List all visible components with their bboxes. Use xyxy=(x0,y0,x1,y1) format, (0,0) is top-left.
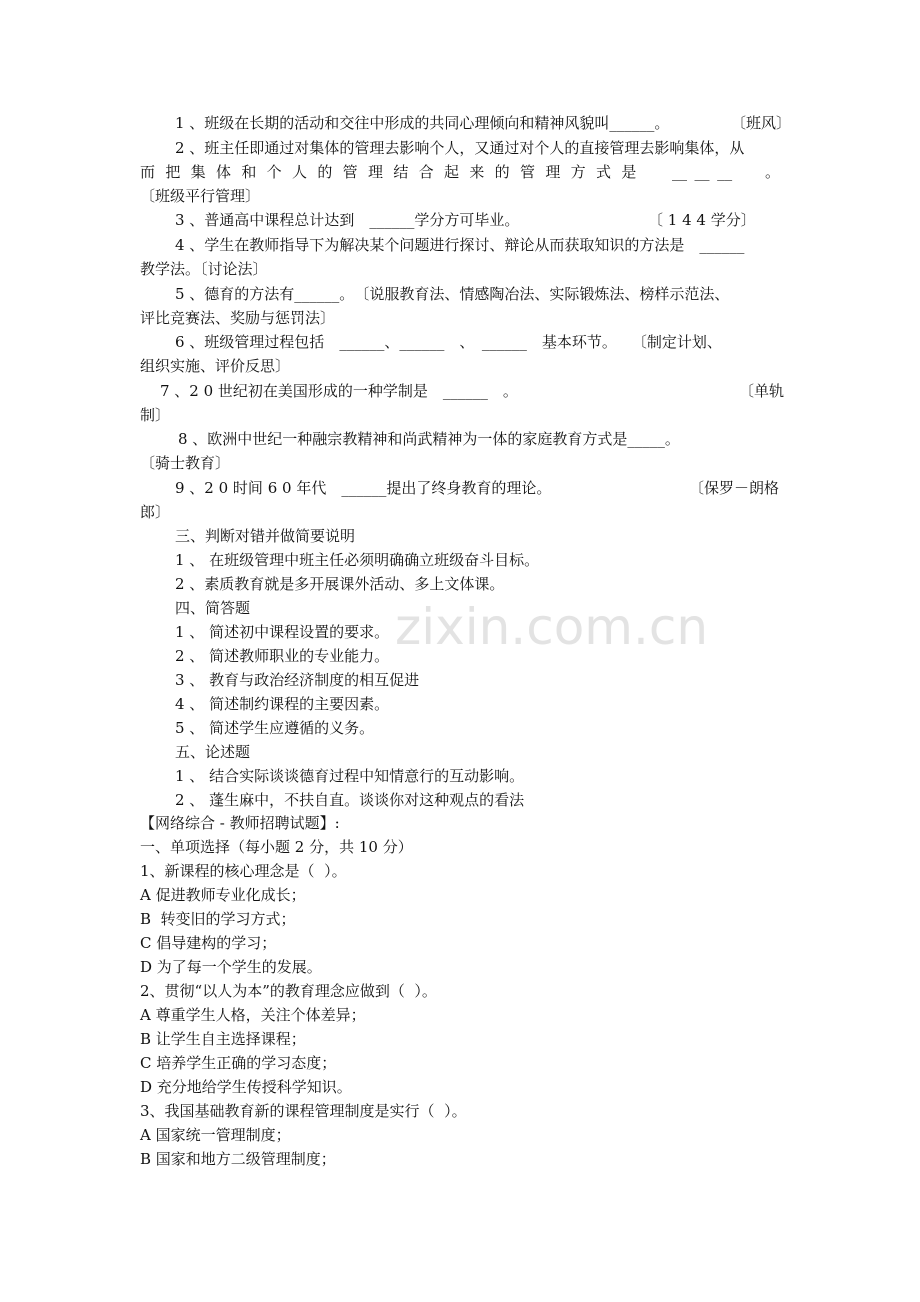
choice-option-1c: C 倡导建构的学习； xyxy=(140,934,277,952)
choice-option-2a: A 尊重学生人格，关注个体差异； xyxy=(140,1006,366,1024)
short-item-2: 2 、 简述教师职业的专业能力。 xyxy=(175,647,390,665)
judge-item-1: 1 、 在班级管理中班主任必须明确确立班级奋斗目标。 xyxy=(175,551,540,569)
choice-option-2c: C 培养学生正确的学习态度； xyxy=(140,1054,337,1072)
fill-answer-9-cont: 郎〕 xyxy=(140,503,171,521)
fill-question-5-line1: 5 、德育的方法有______。 〔说服教育法、情感陶冶法、实际锻炼法、榜样示范法、 xyxy=(175,285,730,303)
essay-item-1: 1 、 结合实际谈谈德育过程中知情意行的互动影响。 xyxy=(175,767,525,785)
watermark: zixin.com.cn xyxy=(395,598,709,656)
short-heading: 四、简答题 xyxy=(175,599,251,617)
fill-question-2-line2: 而 把 集 体 和 个 人 的 管 理 结 合 起 来 的 管 理 方 式 是 __ __ __ 。 xyxy=(140,163,780,181)
fill-answer-7: 〔单轨 xyxy=(739,382,785,400)
fill-answer-1: 〔班风〕 xyxy=(731,114,792,132)
fill-answer-2: 〔班级平行管理〕 xyxy=(140,187,261,205)
choice-option-3a: A 国家统一管理制度； xyxy=(140,1126,291,1144)
fill-answer-8: 〔骑士教育〕 xyxy=(140,454,231,472)
choice-option-2d: D 充分地给学生传授科学知识。 xyxy=(140,1078,352,1096)
fill-answer-7-cont: 制〕 xyxy=(140,406,171,424)
choice-option-1a: A 促进教师专业化成长； xyxy=(140,886,306,904)
judge-heading: 三、判断对错并做简要说明 xyxy=(175,527,356,545)
short-item-1: 1 、 简述初中课程设置的要求。 xyxy=(175,623,390,641)
exam-title: 【网络综合 - 教师招聘试题】: xyxy=(140,814,340,832)
short-item-5: 5 、 简述学生应遵循的义务。 xyxy=(175,719,375,737)
fill-question-2-line1: 2 、班主任即通过对集体的管理去影响个人，又通过对个人的直接管理去影响集体，从 xyxy=(175,139,745,157)
fill-answer-3: 〔 1 4 4 学分〕 xyxy=(648,211,756,229)
fill-question-4-line1: 4 、学生在教师指导下为解决某个问题进行探讨、辩论从而获取知识的方法是 ______ xyxy=(175,236,745,254)
fill-question-8: 8 、欧洲中世纪一种融宗教精神和尚武精神为一体的家庭教育方式是_____。 xyxy=(178,430,680,448)
essay-heading: 五、论述题 xyxy=(175,743,251,761)
fill-question-9: 9 、2 0 时间 6 0 年代 ______提出了终身教育的理论。 xyxy=(175,479,552,497)
fill-question-5-line2: 评比竞赛法、奖励与惩罚法〕 xyxy=(140,309,336,327)
exam-section-heading: 一、单项选择（每小题 2 分，共 10 分） xyxy=(140,838,413,856)
fill-question-6-line2: 组织实施、评价反思〕 xyxy=(140,357,291,375)
choice-question-2: 2、贯彻“以人为本”的教育理念应做到（ ）。 xyxy=(140,982,437,1000)
choice-option-2b: B 让学生自主选择课程； xyxy=(140,1030,306,1048)
choice-question-3: 3、我国基础教育新的课程管理制度是实行（ ）。 xyxy=(140,1102,467,1120)
essay-item-2: 2 、 蓬生麻中，不扶自直。谈谈你对这种观点的看法 xyxy=(175,791,525,809)
fill-question-7: 7 、2 0 世纪初在美国形成的一种学制是 ______ 。 xyxy=(160,382,518,400)
choice-option-1d: D 为了每一个学生的发展。 xyxy=(140,958,322,976)
fill-question-6-line1: 6 、班级管理过程包括 ______、______ 、 ______ 基本环节。 〔制定计划、 xyxy=(175,333,722,351)
fill-question-1: 1 、班级在长期的活动和交往中形成的共同心理倾向和精神风貌叫______。 xyxy=(175,114,670,132)
fill-question-3: 3 、普通高中课程总计达到 ______学分方可毕业。 xyxy=(175,211,520,229)
short-item-4: 4 、 简述制约课程的主要因素。 xyxy=(175,695,390,713)
fill-answer-9: 〔保罗－朗格 xyxy=(689,479,780,497)
choice-question-1: 1、新课程的核心理念是（ ）。 xyxy=(140,862,347,880)
short-item-3: 3 、 教育与政治经济制度的相互促进 xyxy=(175,671,420,689)
choice-option-1b: B 转变旧的学习方式； xyxy=(140,910,296,928)
fill-question-4-line2: 教学法。〔讨论法〕 xyxy=(140,260,268,278)
choice-option-3b: B 国家和地方二级管理制度； xyxy=(140,1150,336,1168)
judge-item-2: 2 、素质教育就是多开展课外活动、多上文体课。 xyxy=(175,575,505,593)
